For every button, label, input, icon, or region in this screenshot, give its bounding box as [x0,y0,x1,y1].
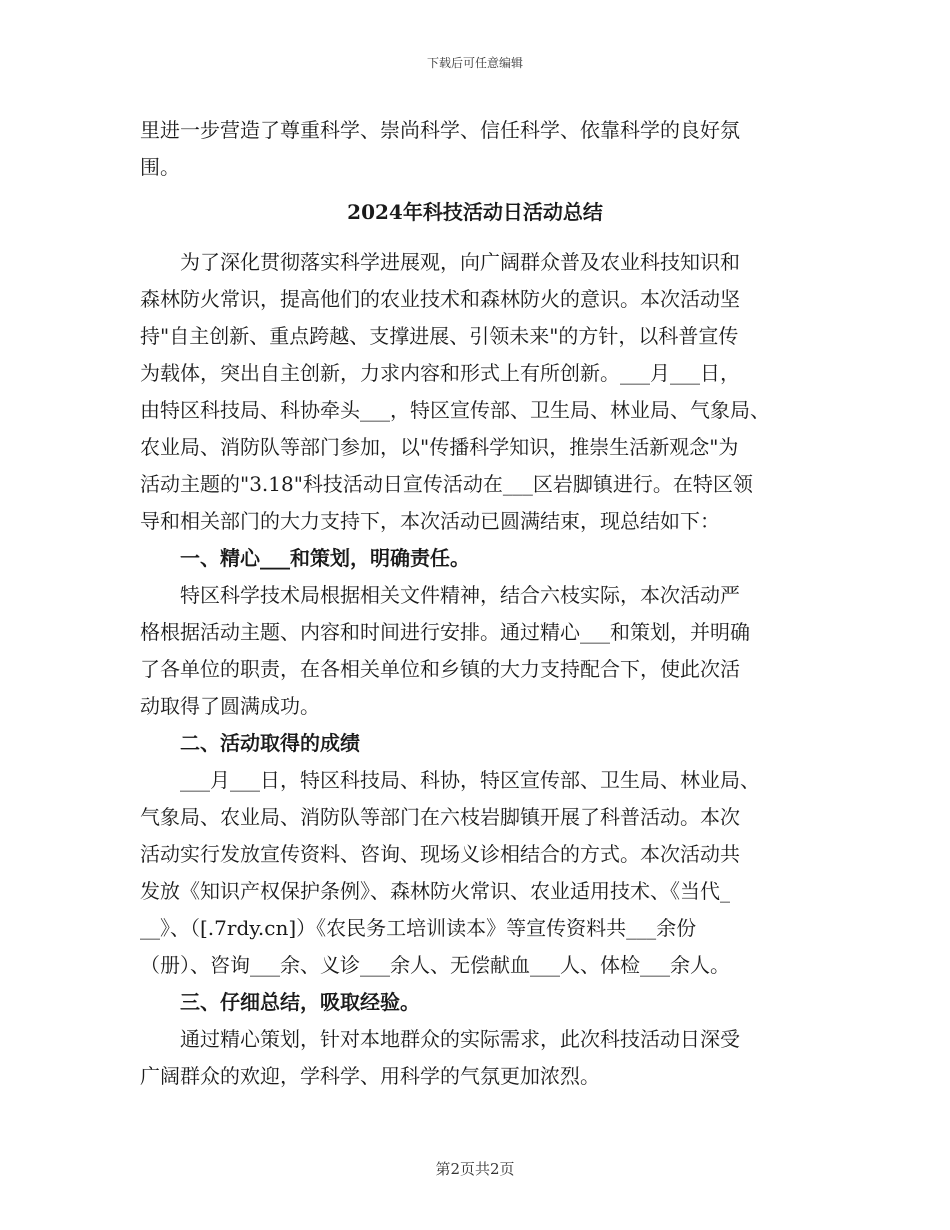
text-line: 通过精心策划，针对本地群众的实际需求，此次科技活动日深受 [140,1027,740,1051]
text-line: 里进一步营造了尊重科学、崇尚科学、信任科学、依靠科学的良好氛 [140,118,740,142]
text-line: 持"自主创新、重点跨越、支撑进展、引领未来"的方针，以科普宣传 [140,324,739,348]
text-line: 为载体，突出自主创新，力求内容和形式上有所创新。___月___日， [140,361,740,385]
document-body [140,244,812,1095]
text-line: 为了深化贯彻落实科学进展观，向广阔群众普及农业科技知识和 [140,250,740,274]
text-line: 了各单位的职责，在各相关单位和乡镇的大力支持配合下，使此次活 [140,657,740,681]
text-line: 森林防火常识，提高他们的农业技术和森林防火的意识。本次活动坚 [140,287,740,311]
text-line: ___月___日，特区科技局、科协，特区宣传部、卫生局、林业局、 [140,768,760,792]
text-line: 气象局、农业局、消防队等部门在六枝岩脚镇开展了科普活动。本次 [140,805,740,829]
text-line: 导和相关部门的大力支持下，本次活动已圆满结束，现总结如下： [140,509,720,533]
page-header: 下载后可任意编辑 [426,56,523,70]
section-heading-2: 二、活动取得的成绩 [140,731,360,755]
text-line: 农业局、消防队等部门参加，以"传播科学知识，推崇生活新观念"为 [140,435,739,459]
page-footer: 第2页共2页 [435,1160,515,1178]
intro-paragraph [140,112,812,186]
text-line: 特区科学技术局根据相关文件精神，结合六枝实际，本次活动严 [140,583,740,607]
document-title: 2024年科技活动日活动总结 [347,200,603,224]
text-line: 广阔群众的欢迎，学科学、用科学的气氛更加浓烈。 [140,1064,600,1088]
text-line: 活动主题的"3.18"科技活动日宣传活动在___区岩脚镇进行。在特区领 [140,472,753,496]
text-line: 发放《知识产权保护条例》、森林防火常识、农业适用技术、《当代_ [140,879,730,903]
text-line: （册）、咨询___余、义诊___余人、无偿献血___人、体检___余人。 [140,953,730,977]
text-line: 活动实行发放宣传资料、咨询、现场义诊相结合的方式。本次活动共 [140,842,740,866]
section-heading-3: 三、仔细总结，吸取经验。 [140,990,420,1014]
text-line: __》、（[.7rdy.cn]）《农民务工培训读本》等宣传资料共___余份 [140,916,697,940]
text-line: 由特区科技局、科协牵头___，特区宣传部、卫生局、林业局、气象局、 [140,398,770,422]
section-heading-1: 一、精心___和策划，明确责任。 [140,546,470,570]
text-line: 围。 [140,155,180,179]
text-line: 动取得了圆满成功。 [140,694,320,718]
text-line: 格根据活动主题、内容和时间进行安排。通过精心___和策划，并明确 [140,620,750,644]
